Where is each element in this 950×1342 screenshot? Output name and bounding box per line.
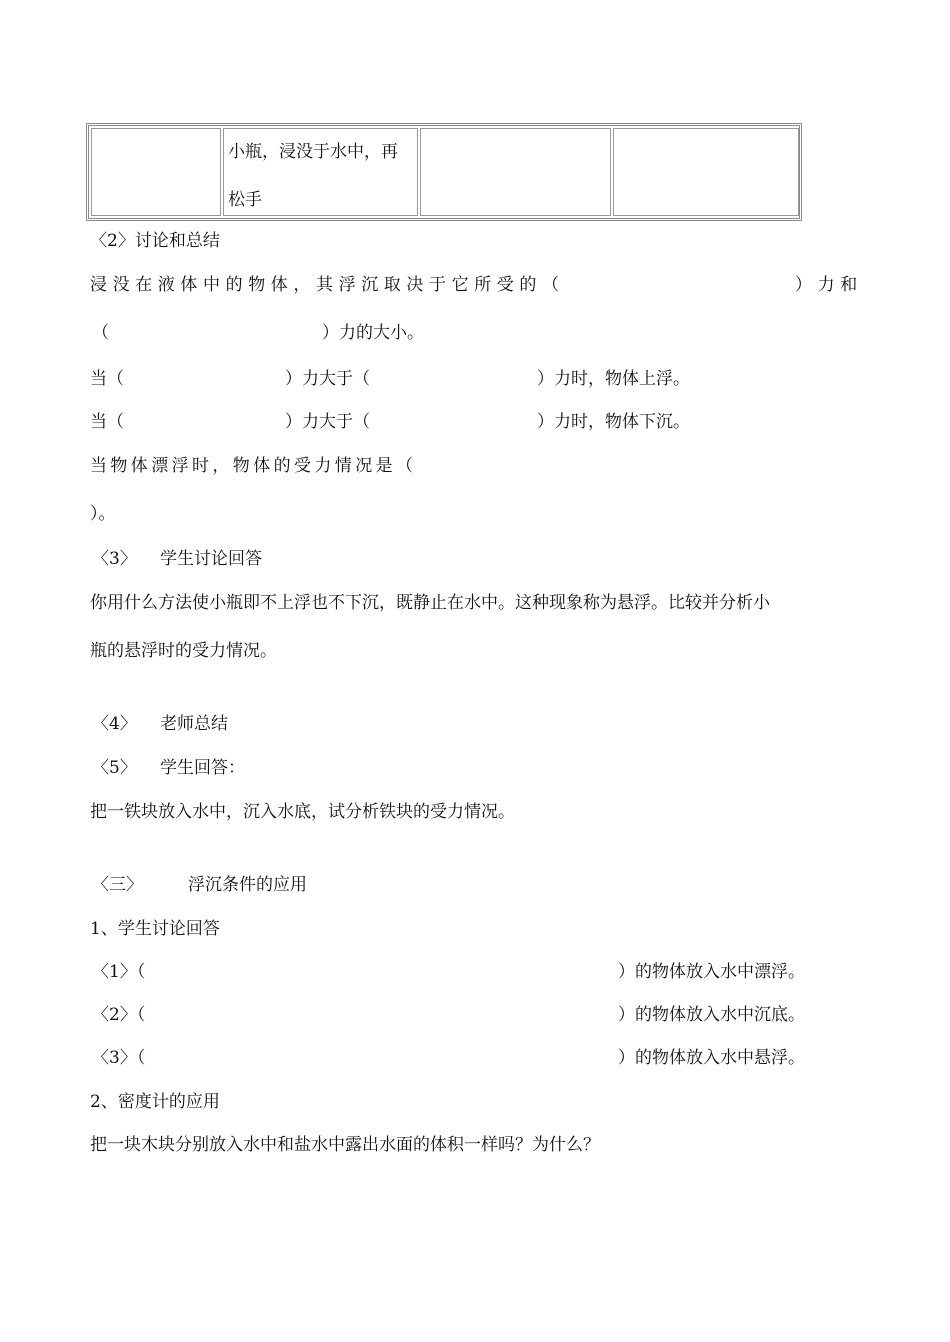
part3-q3-end: ）的物体放入水中悬浮。 — [618, 1048, 805, 1068]
part3-q1-number: 〈1〉（ — [92, 962, 146, 982]
section2-line2-end: ）力的大小。 — [322, 323, 424, 343]
table-cell-2-line-1: 小瓶，浸没于水中，再 — [228, 142, 398, 162]
part3-item1-heading: 1、学生讨论回答 — [90, 919, 220, 939]
sink-condition-end: ）力时，物体下沉。 — [537, 412, 690, 432]
part3-heading: 浮沉条件的应用 — [188, 875, 307, 895]
section2-heading: 〈2〉讨论和总结 — [90, 231, 220, 251]
part3-q2-number: 〈2〉（ — [92, 1005, 146, 1025]
section2-sentence1-start: 浸没在液体中的物体，其浮沉取决于它所受的（ — [90, 275, 565, 295]
float-condition-mid: ）力大于（ — [285, 369, 370, 389]
float-condition-prefix: 当（ — [90, 369, 124, 389]
part3-item2-heading: 2、密度计的应用 — [90, 1092, 220, 1112]
section3-question-line-1: 你用什么方法使小瓶即不上浮也不下沉，既静止在水中。这种现象称为悬浮。比较并分析小 — [90, 593, 770, 613]
experiment-table — [86, 123, 802, 221]
floating-state-question: 当物体漂浮时，物体的受力情况是（ — [90, 456, 417, 476]
section4-heading: 老师总结 — [160, 714, 228, 734]
float-condition-end: ）力时，物体上浮。 — [537, 369, 690, 389]
section3-heading: 学生讨论回答 — [160, 549, 262, 569]
table-cell-3 — [420, 128, 611, 216]
section3-question-line-2: 瓶的悬浮时的受力情况。 — [90, 641, 277, 661]
part3-q2-end: ）的物体放入水中沉底。 — [618, 1005, 805, 1025]
section2-sentence1-mid: ）力和 — [795, 275, 863, 295]
section3-number: 〈3〉 — [92, 549, 137, 569]
section5-question: 把一铁块放入水中，沉入水底，试分析铁块的受力情况。 — [90, 802, 515, 822]
table-cell-4 — [613, 128, 799, 216]
part3-q3-number: 〈3〉（ — [92, 1048, 146, 1068]
sink-condition-mid: ）力大于（ — [285, 412, 370, 432]
section5-number: 〈5〉 — [92, 758, 137, 778]
part3-item2-question: 把一块木块分别放入水中和盐水中露出水面的体积一样吗？为什么？ — [90, 1135, 600, 1155]
part3-number: 〈三〉 — [92, 875, 143, 895]
section4-number: 〈4〉 — [92, 714, 137, 734]
floating-state-close: ）。 — [90, 504, 116, 524]
sink-condition-prefix: 当（ — [90, 412, 124, 432]
section2-line2-open: （ — [92, 323, 109, 343]
table-cell-2 — [223, 128, 418, 216]
section5-heading: 学生回答： — [160, 758, 245, 778]
part3-q1-end: ）的物体放入水中漂浮。 — [618, 962, 805, 982]
table-cell-2-line-2: 松手 — [228, 190, 262, 210]
table-cell-1 — [91, 128, 221, 216]
